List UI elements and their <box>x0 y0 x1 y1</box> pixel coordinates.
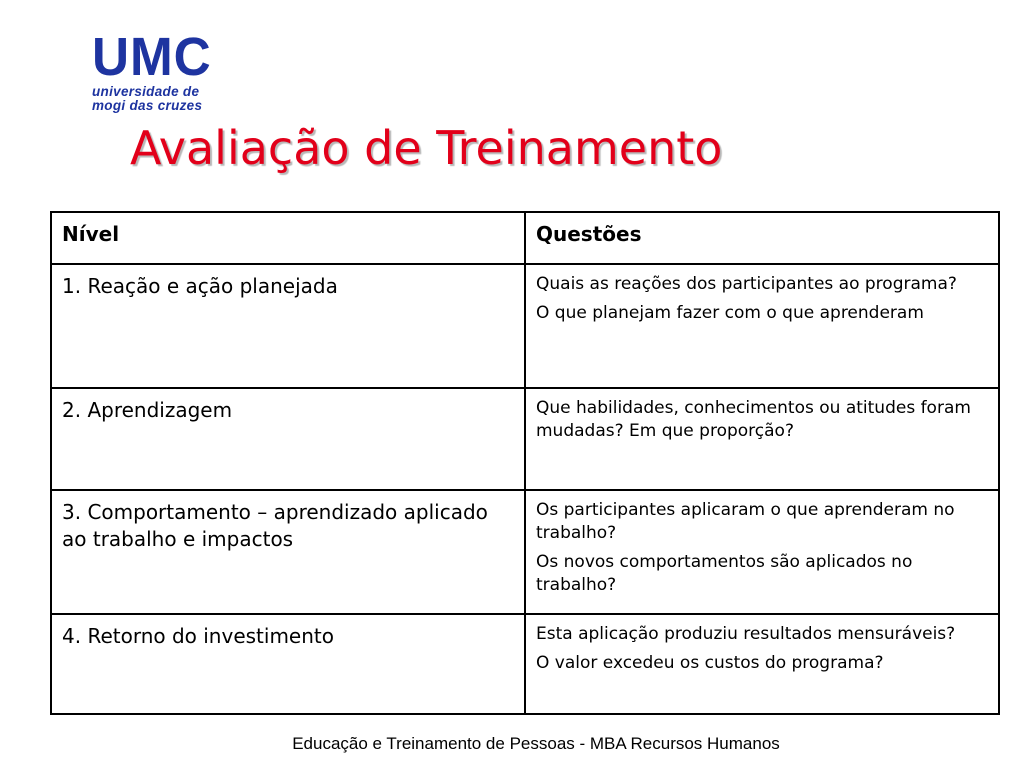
question-text: Esta aplicação produziu resultados mensuráveis? <box>536 624 956 644</box>
question-text: Os participantes aplicaram o que aprenderam no trabalho? <box>536 500 955 543</box>
table-row <box>51 614 999 714</box>
level-cell: 1. Reação e ação planejada <box>51 264 525 388</box>
question-text: Os novos comportamentos são aplicados no trabalho? <box>536 552 913 595</box>
question-text: O valor excedeu os custos do programa? <box>536 653 884 673</box>
umc-logo <box>92 27 232 113</box>
questions-cell <box>525 264 999 388</box>
level-cell: 4. Retorno do investimento <box>51 614 525 714</box>
header-questions: Questões <box>525 212 999 264</box>
table-row <box>51 490 999 614</box>
table-header-row <box>51 212 999 264</box>
questions-cell <box>525 614 999 714</box>
evaluation-table <box>50 211 1000 715</box>
logo-line-1: universidade de <box>92 84 200 99</box>
questions-cell <box>525 490 999 614</box>
footer-text: Educação e Treinamento de Pessoas - MBA Recursos Humanos <box>292 734 780 753</box>
logo-line-2: mogi das cruzes <box>92 98 203 113</box>
table-row <box>51 264 999 388</box>
level-cell: 3. Comportamento – aprendizado aplicado ao trabalho e impactos <box>51 490 525 614</box>
slide-title: Avaliação de Treinamento <box>130 121 723 175</box>
question-text: Que habilidades, conhecimentos ou atitudes foram mudadas? Em que proporção? <box>536 398 971 441</box>
question-text: Quais as reações dos participantes ao programa? <box>536 274 957 294</box>
evaluation-table-container <box>50 211 998 715</box>
level-cell: 2. Aprendizagem <box>51 388 525 490</box>
logo-wordmark: UMC <box>92 27 212 87</box>
questions-cell <box>525 388 999 490</box>
question-text: O que planejam fazer com o que aprenderam <box>536 303 924 323</box>
table-row <box>51 388 999 490</box>
slide-footer <box>0 734 1024 754</box>
header-level: Nível <box>51 212 525 264</box>
